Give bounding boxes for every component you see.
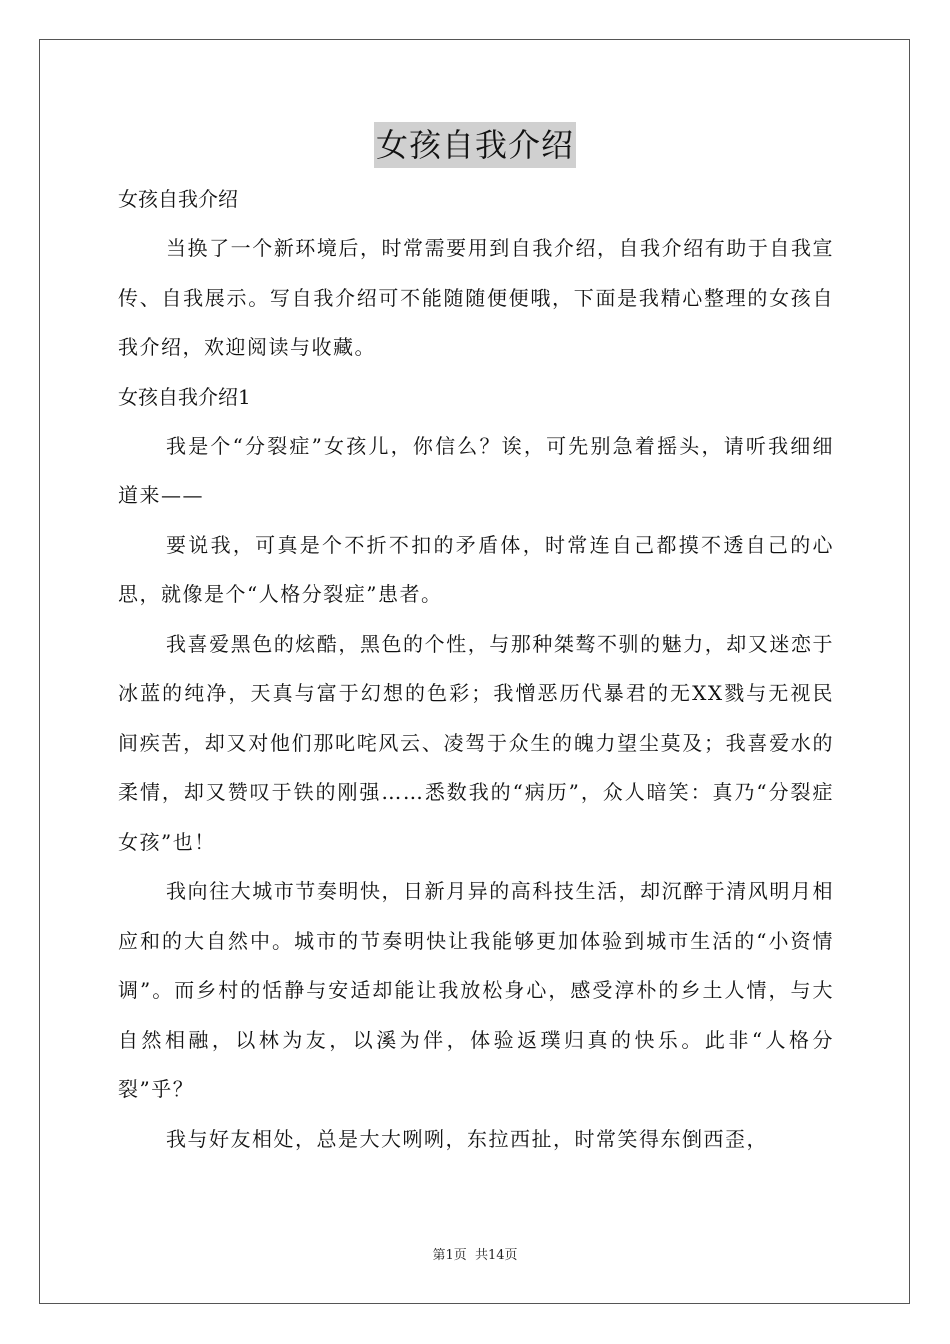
- page-total: 共14页: [474, 1248, 518, 1263]
- title-wrap: [0, 122, 950, 168]
- paragraph: 我与好友相处，总是大大咧咧，东拉西扯，时常笑得东倒西歪，: [166, 1126, 768, 1151]
- section-heading: 女孩自我介绍: [118, 187, 238, 211]
- document-title: 女孩自我介绍: [374, 122, 576, 168]
- paragraph: 我向往大城市节奏明快，日新月异的高科技生活，却沉醉于清风明月相应和的大自然中。城市的节奏明快让我能够更加体验到城市生活的“小资情调”。而乡村的恬静与安适却能让我放松身心，感受淳朴的乡土人情，与大自然相融，以林为友，以溪为伴，体验返璞归真的快乐。此非“人格分裂”乎？: [118, 879, 834, 1101]
- section-heading: 女孩自我介绍1: [118, 384, 251, 409]
- page-footer: [0, 1244, 950, 1263]
- paragraph: 我是个“分裂症”女孩儿，你信么？诶，可先别急着摇头，请听我细细道来——: [118, 433, 834, 507]
- page-number: 第1页: [432, 1248, 467, 1263]
- paragraph: 我喜爱黑色的炫酷，黑色的个性，与那种桀骜不驯的魅力，却又迷恋于冰蓝的纯净，天真与富于幻想的色彩；我憎恶历代暴君的无XX戮与无视民间疾苦，却又对他们那叱咤风云、凌驾于众生的魄力望尘莫及；我喜爱水的柔情，却又赞叹于铁的刚强……悉数我的“病历”，众人暗笑：真乃“分裂症女孩”也！: [118, 631, 834, 854]
- paragraph: 当换了一个新环境后，时常需要用到自我介绍，自我介绍有助于自我宣传、自我展示。写自我介绍可不能随随便便哦，下面是我精心整理的女孩自我介绍，欢迎阅读与收藏。: [118, 236, 834, 359]
- paragraph: 要说我，可真是个不折不扣的矛盾体，时常连自己都摸不透自己的心思，就像是个“人格分裂症”患者。: [118, 532, 834, 606]
- document-body: [118, 175, 834, 1164]
